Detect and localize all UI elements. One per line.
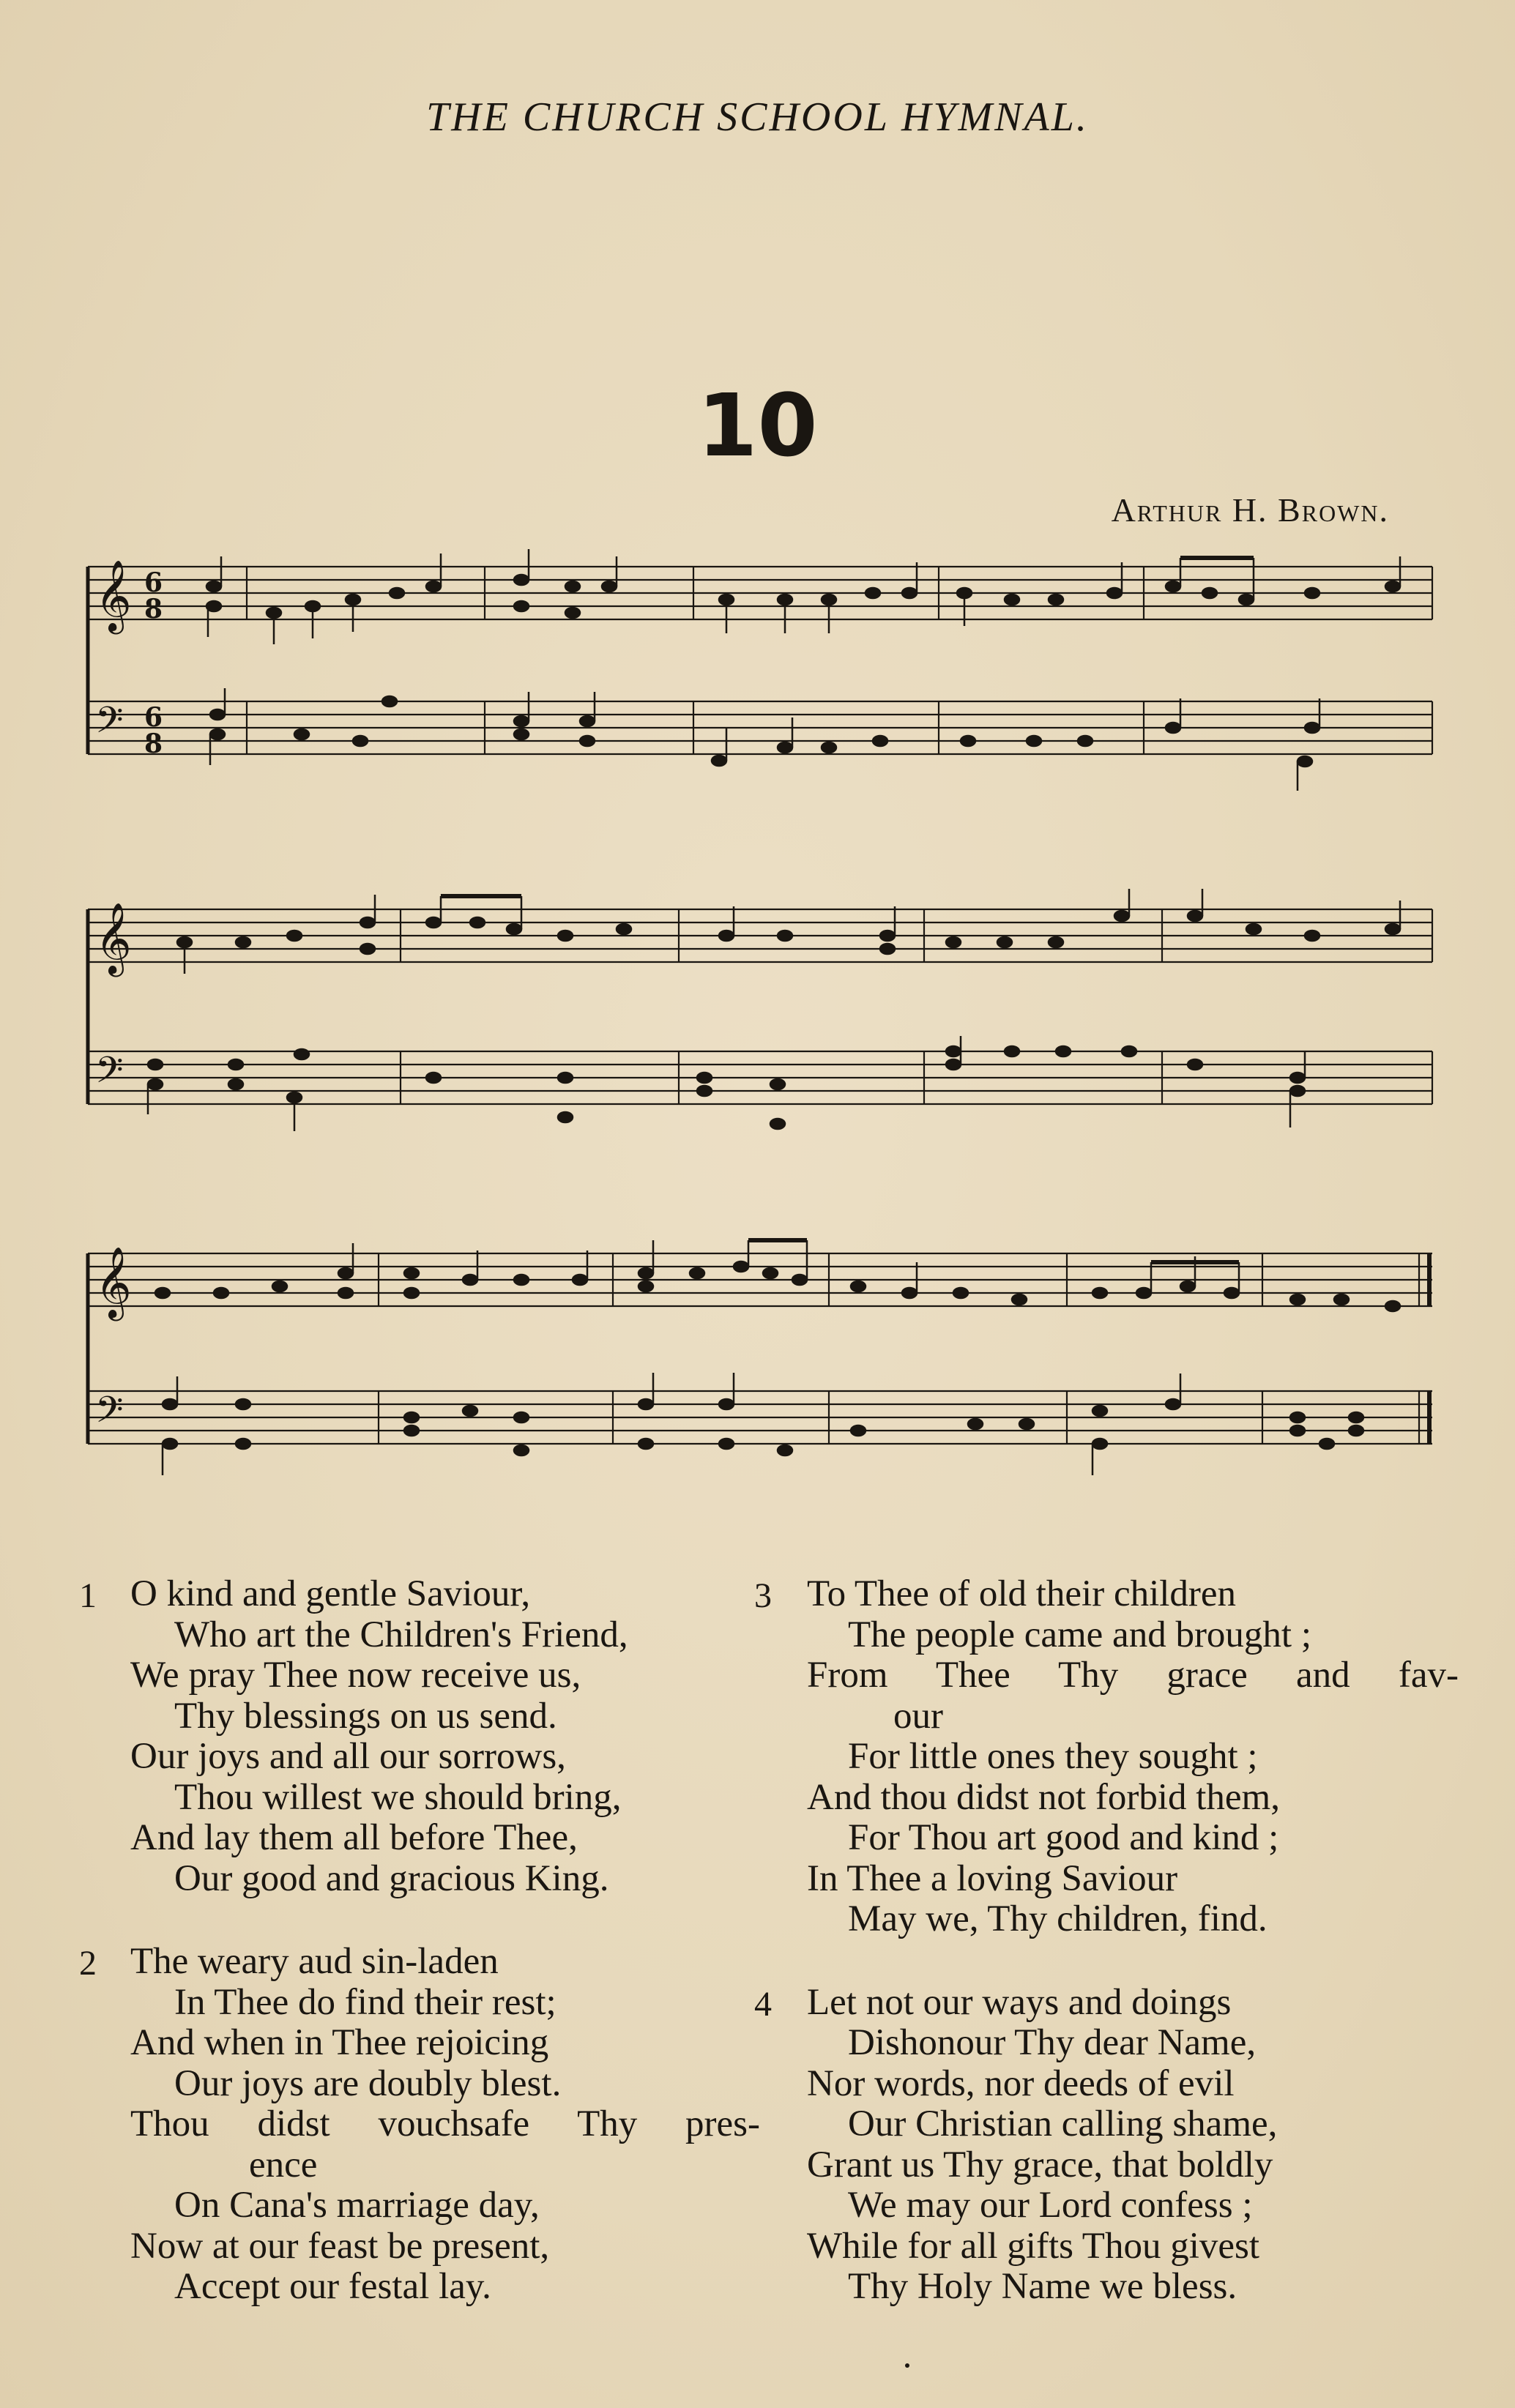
svg-text:𝄞: 𝄞 xyxy=(95,1246,132,1318)
composer-credit: Arthur H. Brown. xyxy=(1111,491,1389,529)
verse-line: Thy blessings on us send. xyxy=(174,1695,557,1737)
verse-line: Our Christian calling shame, xyxy=(848,2103,1278,2144)
verse-line: Thy Holy Name we bless. xyxy=(848,2266,1237,2307)
verse-line: And when in Thee rejoicing xyxy=(130,2022,549,2063)
svg-text:𝄞: 𝄞 xyxy=(95,559,132,631)
verse-line: Thou willest we should bring, xyxy=(174,1776,622,1818)
verse-line: To Thee of old their children xyxy=(807,1573,1237,1614)
verse-line: Our joys and all our sorrows, xyxy=(130,1736,566,1777)
verse-line: Who art the Children's Friend, xyxy=(174,1614,628,1655)
music-system-3 xyxy=(82,1230,1435,1494)
verse-2 xyxy=(73,1942,776,2308)
verse-line: Our joys are doubly blest. xyxy=(174,2062,562,2104)
verse-line xyxy=(754,1655,1486,1696)
verse-4 xyxy=(754,1983,1486,2308)
verse-column-left xyxy=(73,1574,776,2350)
svg-text:8: 8 xyxy=(144,594,163,625)
svg-text:6: 6 xyxy=(144,567,163,598)
verse-1 xyxy=(73,1574,776,1899)
verse-column-right xyxy=(754,1574,1486,2350)
verses xyxy=(73,1574,1464,2336)
verse-line: The people came and brought ; xyxy=(848,1614,1312,1655)
verse-number: 1 xyxy=(79,1576,97,1615)
svg-text:𝄢: 𝄢 xyxy=(95,1389,124,1440)
verse-line: The weary aud sin-laden xyxy=(130,1941,499,1982)
music-system-2 xyxy=(82,886,1435,1149)
verse-3 xyxy=(754,1574,1486,1940)
verse-line: In Thee a loving Saviour xyxy=(807,1857,1178,1899)
hymn-number: 10 xyxy=(697,375,818,476)
verse-line: O kind and gentle Saviour, xyxy=(130,1573,531,1614)
verse-line: And lay them all before Thee, xyxy=(130,1817,578,1858)
svg-text:𝄢: 𝄢 xyxy=(95,699,124,750)
verse-line: ence xyxy=(249,2144,318,2185)
staff-notation xyxy=(82,886,1435,1149)
running-title: THE CHURCH SCHOOL HYMNAL. xyxy=(426,94,1089,140)
verse-line: Grant us Thy grace, that boldly xyxy=(807,2144,1273,2185)
verse-line: May we, Thy children, find. xyxy=(848,1898,1268,1939)
staff-notation xyxy=(82,542,1435,798)
verse-line: While for all gifts Thou givest xyxy=(807,2225,1260,2267)
verse-line: Now at our feast be present, xyxy=(130,2225,550,2267)
verse-line: We may our Lord confess ; xyxy=(848,2185,1253,2226)
staff-notation xyxy=(82,1230,1435,1494)
verse-line: Accept our festal lay. xyxy=(174,2266,491,2307)
verse-line: Our good and gracious King. xyxy=(174,1857,609,1899)
verse-number: 2 xyxy=(79,1944,97,1983)
svg-text:6: 6 xyxy=(144,702,163,733)
svg-text:𝄢: 𝄢 xyxy=(95,1049,124,1100)
verse-line: And thou didst not forbid them, xyxy=(807,1776,1280,1818)
verse-line-justified: From Thee Thy grace and fav- xyxy=(807,1655,1459,1696)
svg-text:𝄞: 𝄞 xyxy=(95,902,132,974)
verse-line: Let not our ways and doings xyxy=(807,1981,1232,2023)
print-speck xyxy=(905,2363,909,2368)
verse-number: 4 xyxy=(754,1984,772,2024)
verse-line: We pray Thee now receive us, xyxy=(130,1655,581,1696)
verse-line: Dishonour Thy dear Name, xyxy=(848,2022,1257,2063)
music-system-1 xyxy=(82,542,1435,798)
verse-line xyxy=(73,2104,776,2145)
verse-line: Nor words, nor deeds of evil xyxy=(807,2062,1235,2104)
verse-line-justified: Thou didst vouchsafe Thy pres- xyxy=(130,2103,760,2144)
verse-line: For little ones they sought ; xyxy=(848,1736,1258,1777)
verse-line: In Thee do find their rest; xyxy=(174,1981,557,2023)
verse-line: For Thou art good and kind ; xyxy=(848,1817,1279,1858)
verse-number: 3 xyxy=(754,1576,772,1615)
svg-text:8: 8 xyxy=(144,728,163,759)
verse-line: our xyxy=(893,1695,943,1737)
verse-line: On Cana's marriage day, xyxy=(174,2185,540,2226)
